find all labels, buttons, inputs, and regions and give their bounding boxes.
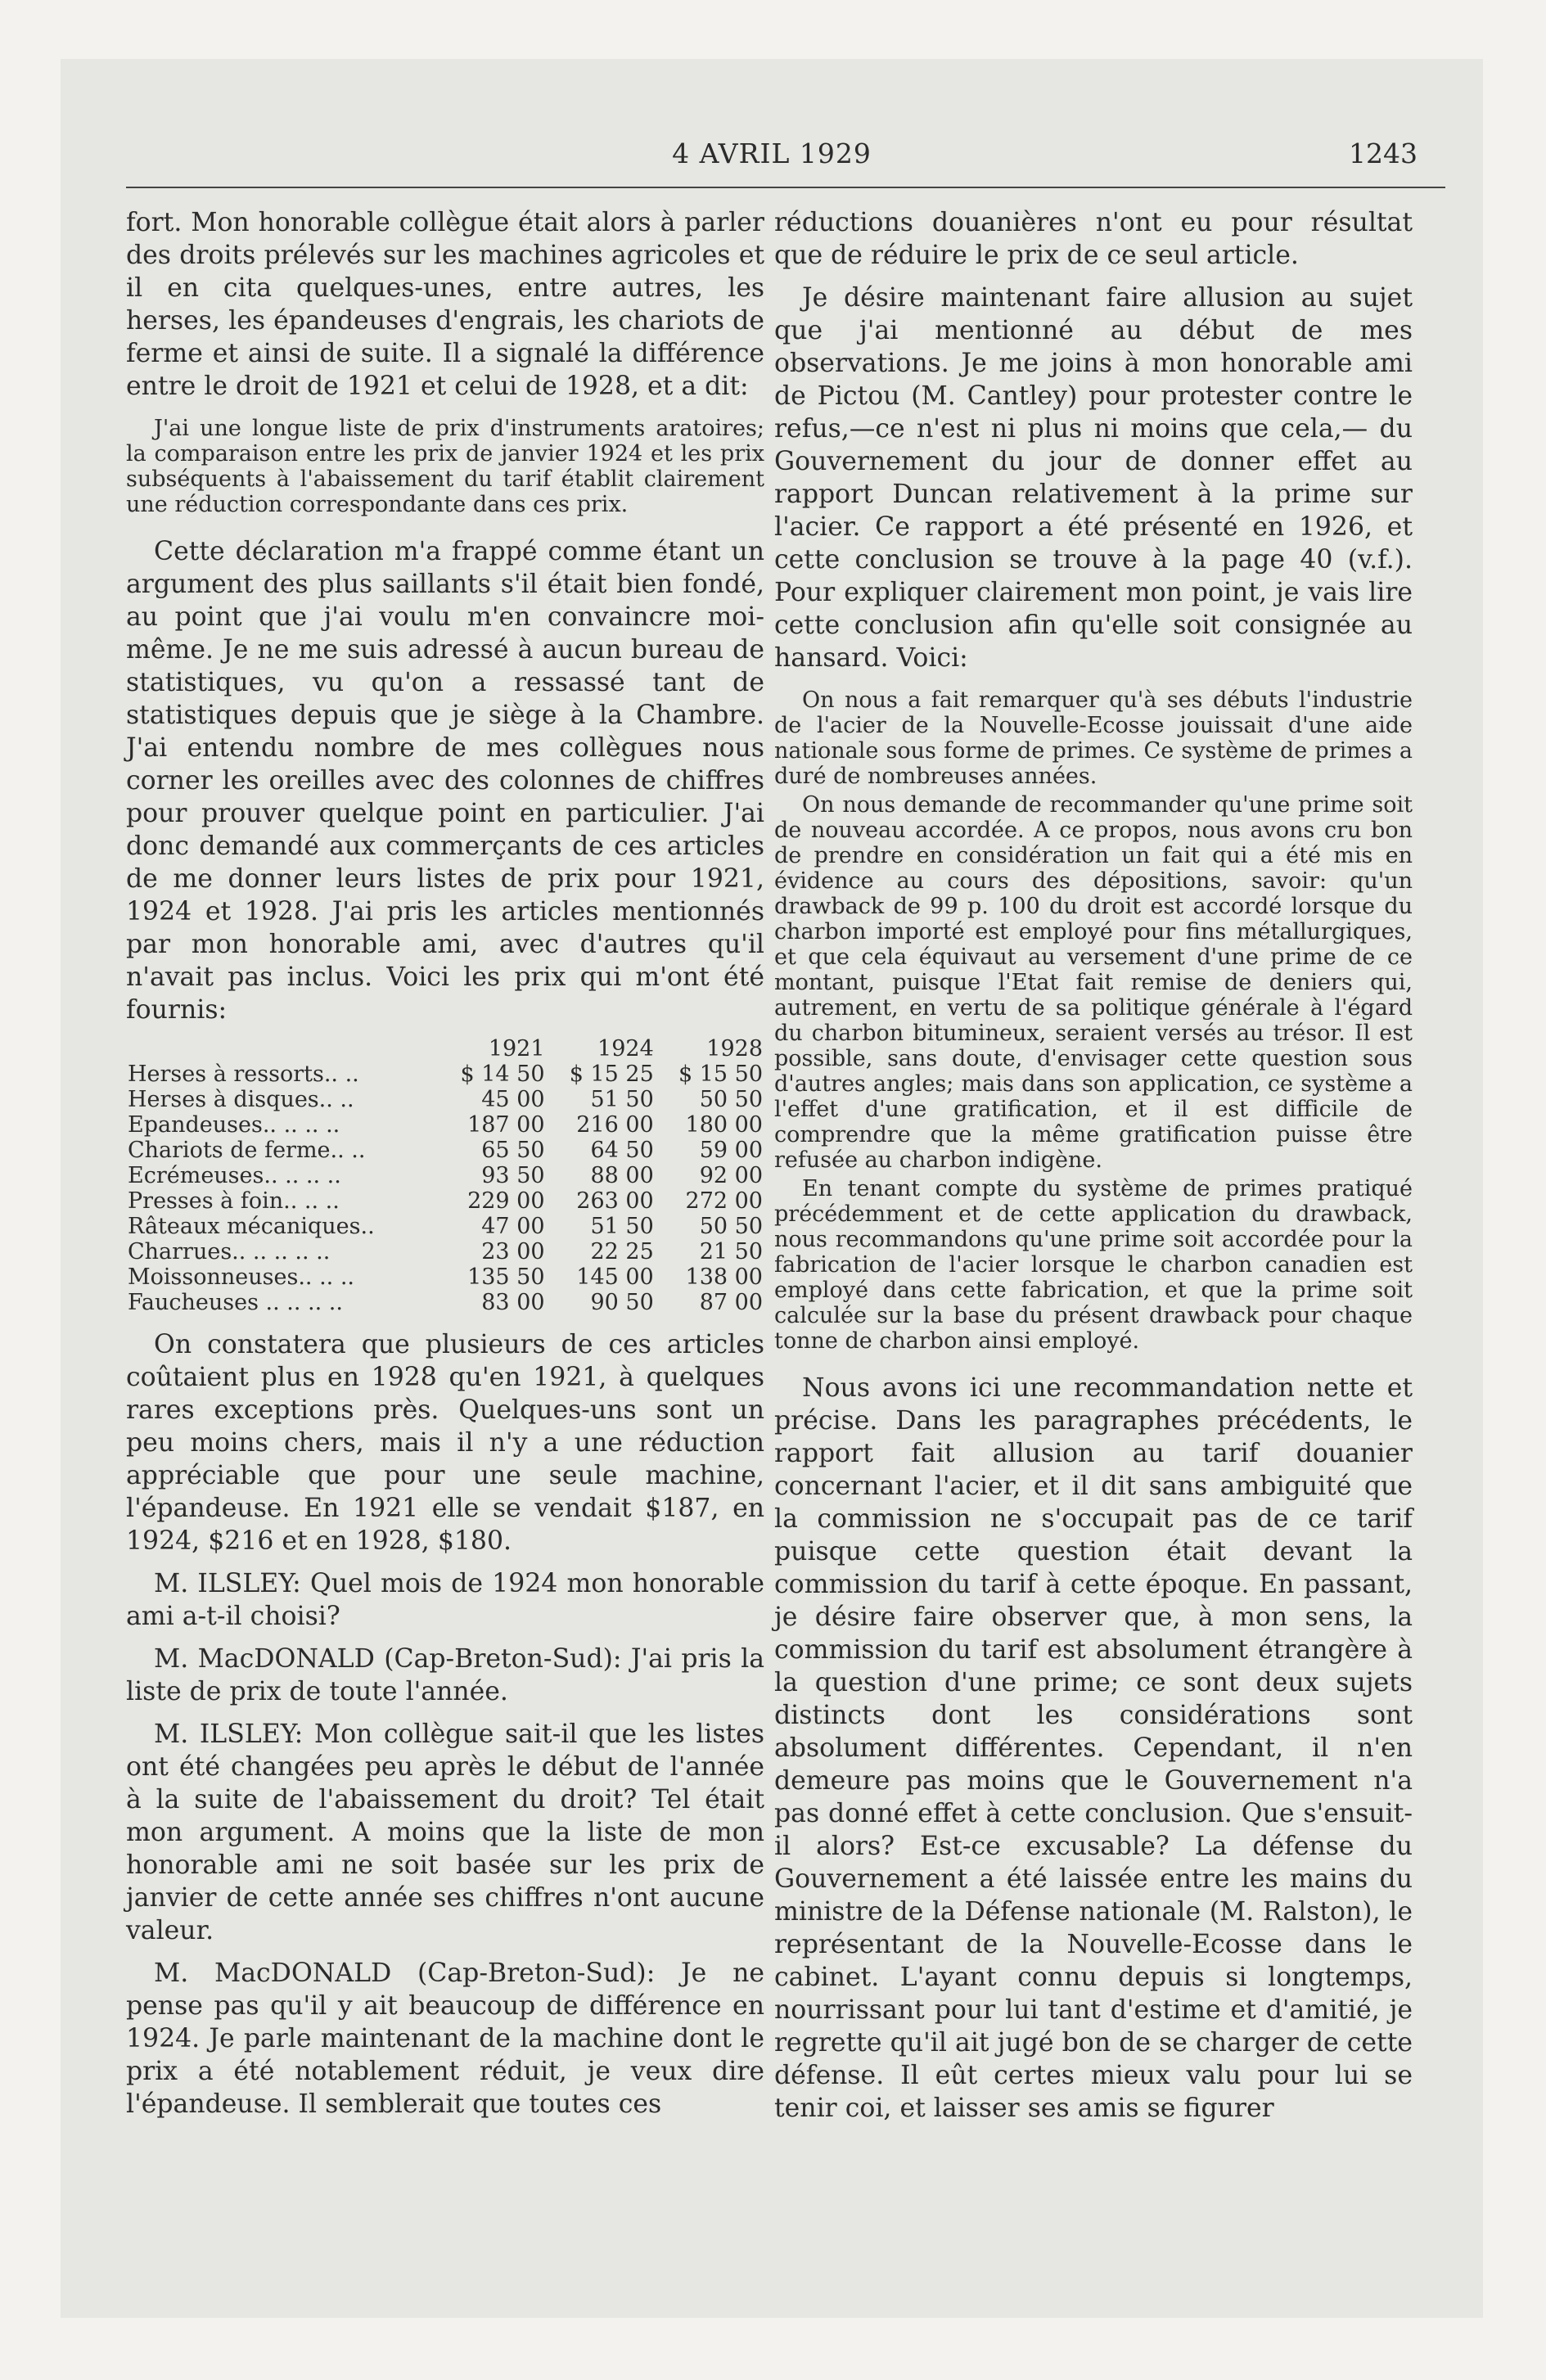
item-name: Presses à foin.. .. .. [128, 1188, 340, 1214]
price-table [126, 1036, 764, 1315]
page-number: 1243 [1349, 137, 1418, 169]
left-column [126, 206, 764, 2130]
paragraph: M. ILSLEY: Mon collègue sait-il que les listes ont été changées peu après le début de l'année à la suite de l'abaissement du droit? Tel était mon argument. A moins que la liste de mon honorable ami ne soit basée sur les prix de janvier de cette année ses chiffres n'ont aucune valeur. [126, 1720, 764, 1945]
item-name: Herses à disques.. .. [128, 1087, 354, 1112]
price-1921: 93 50 [481, 1163, 545, 1188]
price-1921: 45 00 [481, 1087, 545, 1112]
price-1921: 47 00 [481, 1214, 545, 1239]
right-column [774, 206, 1413, 2134]
paragraph: Nous avons ici une recommandation nette et précise. Dans les paragraphes précédents, le rapport fait allusion au tarif douanier concernant l'acier, et il dit sans ambiguité que la commission ne s'occupait pas de ce tarif puisque cette question était devant la commission du tarif à cette époque. En passant, je désire faire observer que, à mon sens, la commission du tarif est absolument étrangère à la question d'une prime; ce sont deux sujets distincts dont les considérations sont absolument différentes. Cependant, il n'en demeure pas moins que le Gouvernement n'a pas donné effet à cette conclusion. Que s'ensuit-il alors? Est-ce excusable? La défense du Gouvernement a été laissée entre les mains du ministre de la Défense nationale (M. Ralston), le représentant de la Nouvelle-Ecosse dans le cabinet. L'ayant connu depuis si longtemps, nourrissant pour lui tant d'estime et d'amitié, je regrette qu'il ait jugé bon de se charger de cette défense. Il eût certes mieux valu pour lui se tenir coi, et laisser ses amis se figurer [774, 1373, 1413, 2123]
quote-paragraph: On nous demande de recommander qu'une prime soit de nouveau accordée. A ce propos, nous avons cru bon de prendre en considération un fait qui a été mis en évidence au cours des dépositions, savoir: qu'un drawback de 99 p. 100 du droit est accordé lorsque du charbon importé est employé pour fins métallurgiques, et que cela équivaut au versement d'une prime de ce montant, puisque l'Etat fait remise de deniers qui, autrement, en vertu de sa politique générale à l'égard du charbon bitumineux, seraient versés au trésor. Il est possible, sans doute, d'envisager cette question sous d'autres angles; mais dans son application, ce système a l'effet d'une gratification, et il est difficile de comprendre que la même gratification puisse être refusée au charbon indigène. [774, 792, 1413, 1173]
page-date: 4 AVRIL 1929 [672, 137, 872, 169]
price-1921: 83 00 [481, 1290, 545, 1315]
price-table-header [126, 1036, 764, 1062]
price-1924: 22 25 [590, 1239, 654, 1264]
table-row [126, 1239, 764, 1264]
table-row [126, 1062, 764, 1087]
header-rule [126, 187, 1445, 188]
quote-paragraph: On nous a fait remarquer qu'à ses débuts l'industrie de l'acier de la Nouvelle-Ecosse jouissait d'une aide nationale sous forme de primes. Ce système de primes a duré de nombreuses années. [774, 687, 1413, 789]
price-1928: 92 00 [699, 1163, 763, 1188]
price-1928: 272 00 [685, 1188, 763, 1214]
item-name: Ecrémeuses.. .. .. .. [128, 1163, 341, 1188]
quote-paragraph: J'ai une longue liste de prix d'instruments aratoires; la comparaison entre les prix de janvier 1924 et les prix subséquents à l'abaissement du tarif établit clairement une réduction correspondante dans ces prix. [126, 416, 764, 517]
price-1928: 50 50 [699, 1087, 763, 1112]
scanned-page [61, 59, 1483, 2318]
header-cell: 1921 [488, 1036, 545, 1062]
item-name: Charrues.. .. .. .. .. [128, 1239, 331, 1264]
item-name: Epandeuses.. .. .. .. [128, 1112, 340, 1138]
price-1924: 88 00 [590, 1163, 654, 1188]
price-1928: 50 50 [699, 1214, 763, 1239]
header-cell [126, 1036, 437, 1062]
paragraph: M. MacDONALD (Cap-Breton-Sud): J'ai pris la liste de prix de toute l'année. [126, 1644, 764, 1706]
paragraph: Cette déclaration m'a frappé comme étant un argument des plus saillants s'il était bien fondé, au point que j'ai voulu m'en convaincre moi-même. Je ne me suis adressé à aucun bureau de statistiques, vu qu'on a ressassé tant de statistiques depuis que je siège à la Chambre. J'ai entendu nombre de mes collègues nous corner les oreilles avec des colonnes de chiffres pour prouver quelque point en particulier. J'ai donc demandé aux commerçants de ces articles de me donner leurs listes de prix pour 1921, 1924 et 1928. J'ai pris les articles mentionnés par mon honorable ami, avec d'autres qu'il n'avait pas inclus. Voici les prix qui m'ont été fournis: [126, 537, 764, 1025]
table-row [126, 1188, 764, 1214]
item-name: Moissonneuses.. .. .. [128, 1264, 355, 1290]
quotation [126, 416, 764, 517]
price-1924: 51 50 [590, 1214, 654, 1239]
item-name: Herses à ressorts.. .. [128, 1062, 359, 1087]
table-row [126, 1138, 764, 1163]
price-1921: 187 00 [467, 1112, 545, 1138]
price-1921: 135 50 [467, 1264, 545, 1290]
price-1924: 263 00 [576, 1188, 654, 1214]
quotation [774, 687, 1413, 1354]
page-header [61, 137, 1483, 178]
paragraph: fort. Mon honorable collègue était alors à parler des droits prélevés sur les machines agricoles et il en cita quelques-unes, entre autres, les herses, les épandeuses d'engrais, les chariots de ferme et ainsi de suite. Il a signalé la différence entre le droit de 1921 et celui de 1928, et a dit: [126, 208, 764, 401]
price-1924: 216 00 [576, 1112, 654, 1138]
price-1928: 180 00 [685, 1112, 763, 1138]
header-cell: 1928 [706, 1036, 763, 1062]
table-row [126, 1112, 764, 1138]
item-name: Râteaux mécaniques.. [128, 1214, 375, 1239]
price-1921: 65 50 [481, 1138, 545, 1163]
item-name: Chariots de ferme.. .. [128, 1138, 366, 1163]
price-1924: $ 15 25 [569, 1062, 654, 1087]
price-1928: 87 00 [699, 1290, 763, 1315]
table-row [126, 1163, 764, 1188]
paragraph: Je désire maintenant faire allusion au sujet que j'ai mentionné au début de mes observations. Je me joins à mon honorable ami de Pictou (M. Cantley) pour protester contre le refus,—ce n'est ni plus ni moins que cela,— du Gouvernement du jour de donner effet au rapport Duncan relativement à la prime sur l'acier. Ce rapport a été présenté en 1926, et cette conclusion se trouve à la page 40 (v.f.). Pour expliquer clairement mon point, je vais lire cette conclusion afin qu'elle soit consignée au hansard. Voici: [774, 283, 1413, 673]
price-1928: 59 00 [699, 1138, 763, 1163]
price-1924: 145 00 [576, 1264, 654, 1290]
paragraph: M. ILSLEY: Quel mois de 1924 mon honorable ami a-t-il choisi? [126, 1569, 764, 1631]
quote-paragraph: En tenant compte du système de primes pratiqué précédemment et de cette application du drawback, nous recommandons qu'une prime soit accordée pour la fabrication de l'acier lorsque le charbon canadien est employé dans cette fabrication, et que la prime soit calculée sur la base du présent drawback pour chaque tonne de charbon ainsi employé. [774, 1176, 1413, 1354]
price-1924: 51 50 [590, 1087, 654, 1112]
price-1928: 138 00 [685, 1264, 763, 1290]
price-1921: $ 14 50 [460, 1062, 545, 1087]
table-row [126, 1087, 764, 1112]
price-1921: 229 00 [467, 1188, 545, 1214]
price-1928: 21 50 [699, 1239, 763, 1264]
table-row [126, 1214, 764, 1239]
header-cell: 1924 [597, 1036, 654, 1062]
table-row [126, 1290, 764, 1315]
price-1921: 23 00 [481, 1239, 545, 1264]
price-1928: $ 15 50 [678, 1062, 763, 1087]
price-1924: 64 50 [590, 1138, 654, 1163]
paragraph: M. MacDONALD (Cap-Breton-Sud): Je ne pense pas qu'il y ait beaucoup de différence en 1924. Je parle maintenant de la machine dont le prix a été notablement réduit, je veux dire l'épandeuse. Il semblerait que toutes ces [126, 1959, 764, 2119]
item-name: Faucheuses .. .. .. .. [128, 1290, 343, 1315]
table-row [126, 1264, 764, 1290]
paragraph: réductions douanières n'ont eu pour résultat que de réduire le prix de ce seul article. [774, 208, 1413, 270]
paragraph: On constatera que plusieurs de ces articles coûtaient plus en 1928 qu'en 1921, à quelques rares exceptions près. Quelques-uns sont un peu moins chers, mais il n'y a une réduction appréciable que pour une seule machine, l'épandeuse. En 1921 elle se vendait $187, en 1924, $216 et en 1928, $180. [126, 1330, 764, 1556]
price-1924: 90 50 [590, 1290, 654, 1315]
